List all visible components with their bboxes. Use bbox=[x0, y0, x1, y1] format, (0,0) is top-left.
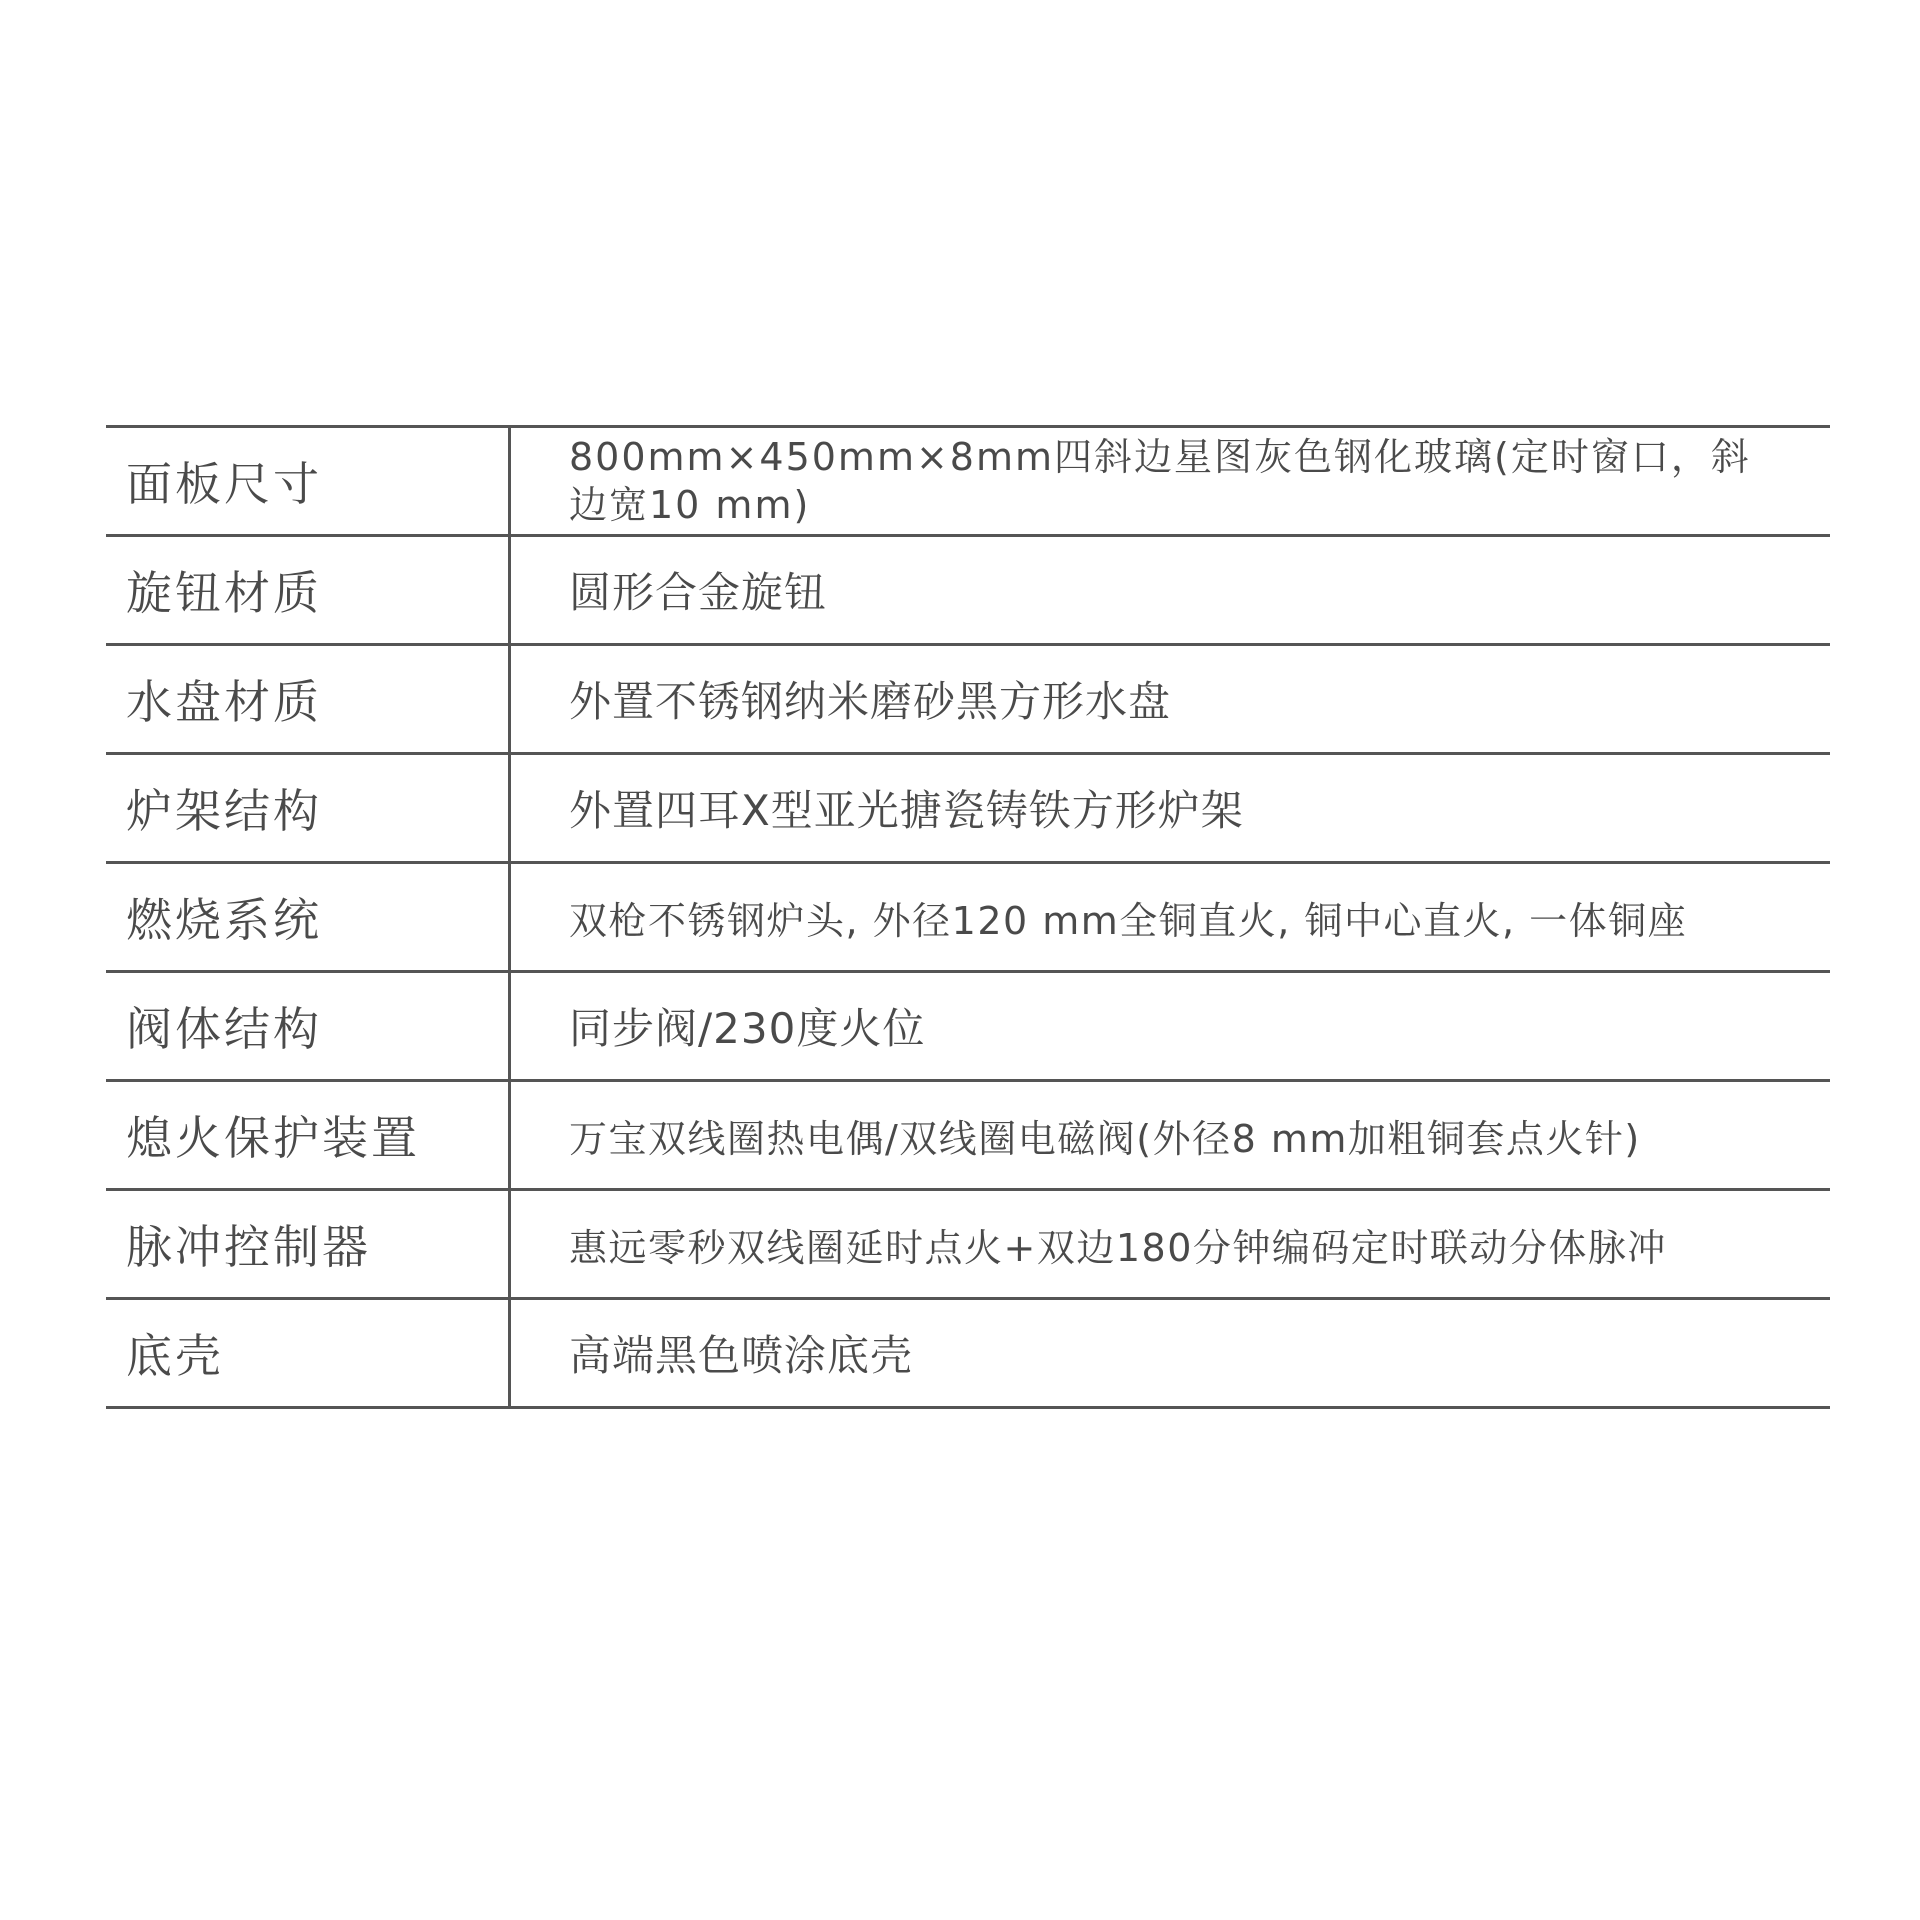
table-row bbox=[106, 1081, 1830, 1190]
table-row bbox=[106, 536, 1830, 645]
spec-value: 同步阀/230度火位 bbox=[569, 1004, 926, 1053]
spec-value: 高端黑色喷涂底壳 bbox=[569, 1331, 914, 1380]
spec-value: 双枪不锈钢炉头, 外径120 mm全铜直火, 铜中心直火, 一体铜座 bbox=[569, 898, 1688, 943]
table-row bbox=[106, 645, 1830, 754]
spec-value: 800mm×450mm×8mm四斜边星图灰色钢化玻璃(定时窗口，斜边宽10 mm) bbox=[569, 435, 1751, 527]
spec-label: 旋钮材质 bbox=[106, 536, 510, 645]
spec-label: 炉架结构 bbox=[106, 754, 510, 863]
spec-value: 外置四耳X型亚光搪瓷铸铁方形炉架 bbox=[569, 786, 1244, 835]
spec-label: 水盘材质 bbox=[106, 645, 510, 754]
spec-table bbox=[106, 425, 1830, 1409]
spec-label: 脉冲控制器 bbox=[106, 1190, 510, 1299]
spec-value: 万宝双线圈热电偶/双线圈电磁阀(外径8 mm加粗铜套点火针) bbox=[569, 1116, 1641, 1161]
spec-value: 外置不锈钢纳米磨砂黑方形水盘 bbox=[569, 677, 1172, 726]
spec-value: 圆形合金旋钮 bbox=[569, 568, 828, 617]
spec-label: 熄火保护装置 bbox=[106, 1081, 510, 1190]
spec-value: 惠远零秒双线圈延时点火+双边180分钟编码定时联动分体脉冲 bbox=[569, 1225, 1667, 1270]
table-row bbox=[106, 972, 1830, 1081]
table-row bbox=[106, 427, 1830, 536]
spec-label: 阀体结构 bbox=[106, 972, 510, 1081]
spec-label: 面板尺寸 bbox=[106, 427, 510, 536]
table-row bbox=[106, 863, 1830, 972]
table-row bbox=[106, 1299, 1830, 1408]
spec-label: 燃烧系统 bbox=[106, 863, 510, 972]
table-row bbox=[106, 1190, 1830, 1299]
spec-label: 底壳 bbox=[106, 1299, 510, 1408]
table-row bbox=[106, 754, 1830, 863]
